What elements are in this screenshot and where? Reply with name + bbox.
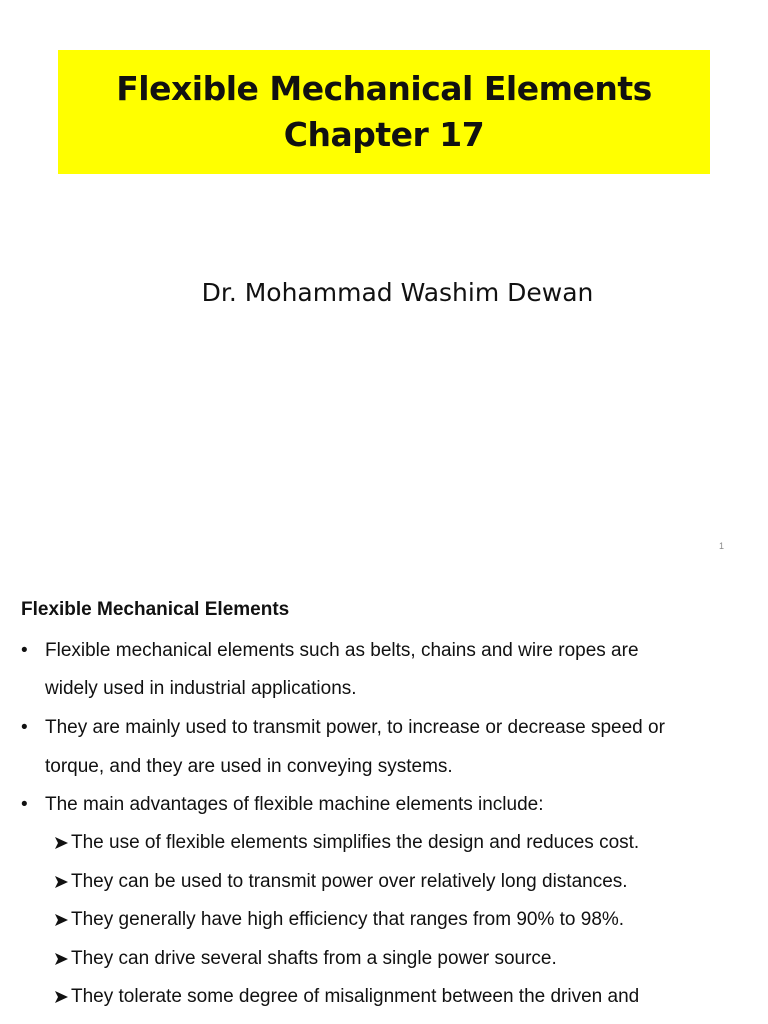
bullet-text-continuation: torque, and they are used in conveying systems. (45, 756, 453, 777)
slide-title: Flexible Mechanical Elements (116, 69, 652, 108)
arrow-bullet-icon (54, 913, 69, 927)
sub-bullet-item (54, 947, 557, 971)
bullet-text: Flexible mechanical elements such as belts, chains and wire ropes are (45, 640, 639, 661)
bullet-dot-icon: • (21, 640, 28, 661)
sub-bullet-text: They can drive several shafts from a single power source. (71, 948, 557, 969)
sub-bullet-text: They tolerate some degree of misalignment between the driven and (71, 986, 640, 1007)
arrow-bullet-icon (54, 836, 69, 850)
arrow-bullet-icon (54, 875, 69, 889)
section-heading: Flexible Mechanical Elements (21, 599, 290, 620)
sub-bullet-item (54, 985, 639, 1009)
bullet-text: They are mainly used to transmit power, to increase or decrease speed or (45, 717, 665, 738)
title-highlight-box (58, 50, 710, 174)
sub-bullet-text: They can be used to transmit power over relatively long distances. (71, 871, 628, 892)
sub-bullet-item (54, 831, 639, 855)
bullet-text: The main advantages of flexible machine elements include: (45, 794, 544, 815)
bullet-text-continuation: widely used in industrial applications. (45, 678, 357, 699)
slide-number: 1 (718, 541, 724, 551)
bullet-dot-icon: • (21, 717, 28, 738)
arrow-bullet-icon (54, 990, 69, 1004)
sub-bullet-item (54, 908, 624, 932)
sub-bullet-text: The use of flexible elements simplifies the design and reduces cost. (71, 832, 640, 853)
arrow-bullet-icon (54, 952, 69, 966)
sub-bullet-text: They generally have high efficiency that ranges from 90% to 98%. (71, 909, 625, 930)
bullet-dot-icon: • (21, 794, 28, 815)
sub-bullet-item (54, 870, 628, 894)
author-name: Dr. Mohammad Washim Dewan (201, 278, 594, 307)
content-slide (0, 578, 768, 1024)
slide-subtitle: Chapter 17 (283, 115, 485, 154)
